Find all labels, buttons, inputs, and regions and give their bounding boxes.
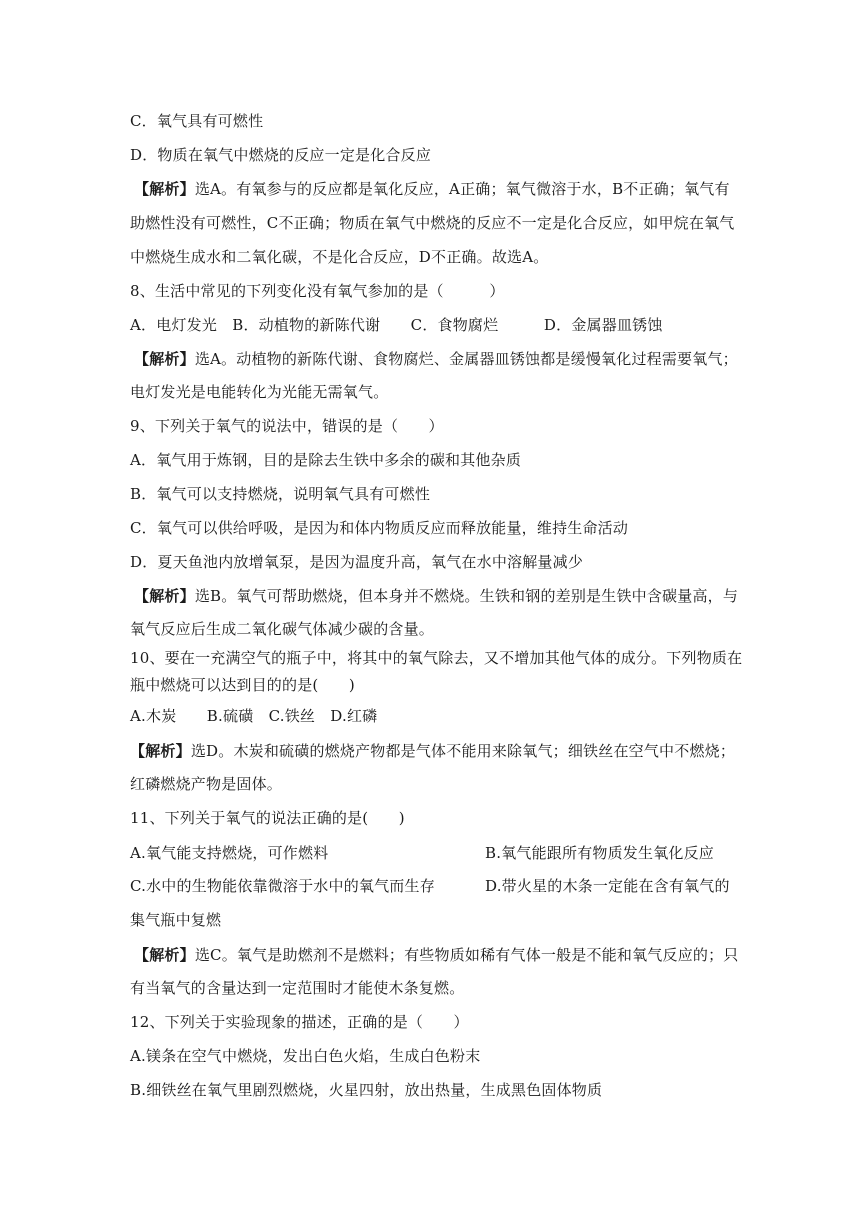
option-a: A.氧气能支持燃烧，可作燃料 — [130, 844, 329, 862]
option-d: D.带火星的木条一定能在含有氧气的 — [485, 877, 730, 895]
option-line: B.细铁丝在氧气里剧烈燃烧，火星四射，放出热量，生成黑色固体物质 — [130, 1081, 603, 1099]
question-10: 10、要在一充满空气的瓶子中，将其中的氧气除去，又不增加其他气体的成分。下列物质在 — [130, 649, 743, 667]
analysis-line: 电灯发光是电能转化为光能无需氧气。 — [130, 383, 389, 401]
analysis-line: 助燃性没有可燃性，C不正确；物质在氧气中燃烧的反应不一定是化合反应，如甲烷在氧气 — [130, 214, 735, 232]
analysis-tag: 【解析】 — [134, 350, 195, 368]
option-c: C.水中的生物能依靠微溶于水中的氧气而生存 — [130, 877, 435, 895]
option-line: A.镁条在空气中燃烧，发出白色火焰，生成白色粉末 — [130, 1047, 481, 1065]
option-line: A．电灯发光 B．动植物的新陈代谢 C．食物腐烂 D．金属器皿锈蚀 — [130, 316, 663, 334]
analysis-line: 【解析】选A。有氧参与的反应都是氧化反应，A正确；氧气微溶于水，B不正确；氧气有 — [134, 180, 730, 198]
analysis-line: 氧气反应后生成二氧化碳气体减少碳的含量。 — [130, 620, 435, 638]
analysis-line: 【解析】选C。氧气是助燃剂不是燃料；有些物质如稀有气体一般是不能和氧气反应的；只 — [134, 946, 739, 964]
analysis-tag: 【解析】 — [134, 180, 195, 198]
analysis-line: 【解析】选D。木炭和硫磺的燃烧产物都是气体不能用来除氧气；细铁丝在空气中不燃烧； — [130, 742, 736, 760]
option-line: D．物质在氧气中燃烧的反应一定是化合反应 — [130, 146, 432, 164]
option-line: C．氧气可以供给呼吸，是因为和体内物质反应而释放能量，维持生命活动 — [130, 519, 629, 537]
analysis-line: 【解析】选B。氧气可帮助燃烧，但本身并不燃烧。生铁和钢的差别是生铁中含碳量高，与 — [134, 587, 739, 605]
option-line: A．氧气用于炼钢，目的是除去生铁中多余的碳和其他杂质 — [130, 451, 522, 469]
analysis-line: 红磷燃烧产物是固体。 — [130, 775, 283, 793]
option-line: B．氧气可以支持燃烧，说明氧气具有可燃性 — [130, 485, 431, 503]
analysis-tag: 【解析】 — [130, 742, 191, 760]
question-8: 8、生活中常见的下列变化没有氧气参加的是（ ） — [130, 282, 505, 300]
analysis-line: 有当氧气的含量达到一定范围时才能使木条复燃。 — [130, 979, 465, 997]
question-12: 12、下列关于实验现象的描述，正确的是（ ） — [130, 1013, 469, 1031]
analysis-tag: 【解析】 — [134, 946, 195, 964]
option-line: A.木炭 B.硫磺 C.铁丝 D.红磷 — [130, 707, 378, 725]
question-10-cont: 瓶中燃烧可以达到目的的是( ) — [130, 676, 355, 694]
option-line: C．氧气具有可燃性 — [130, 112, 264, 130]
analysis-tag: 【解析】 — [134, 587, 195, 605]
question-9: 9、下列关于氧气的说法中，错误的是（ ） — [130, 417, 444, 435]
option-b: B.氧气能跟所有物质发生氧化反应 — [485, 844, 714, 862]
question-11: 11、下列关于氧气的说法正确的是( ) — [130, 809, 405, 827]
analysis-line: 【解析】选A。动植物的新陈代谢、食物腐烂、金属器皿锈蚀都是缓慢氧化过程需要氧气； — [134, 350, 738, 368]
option-d-cont: 集气瓶中复燃 — [130, 911, 222, 929]
option-line: D．夏天鱼池内放增氧泵，是因为温度升高，氧气在水中溶解量减少 — [130, 553, 584, 571]
analysis-line: 中燃烧生成水和二氧化碳，不是化合反应，D不正确。故选A。 — [130, 248, 549, 266]
